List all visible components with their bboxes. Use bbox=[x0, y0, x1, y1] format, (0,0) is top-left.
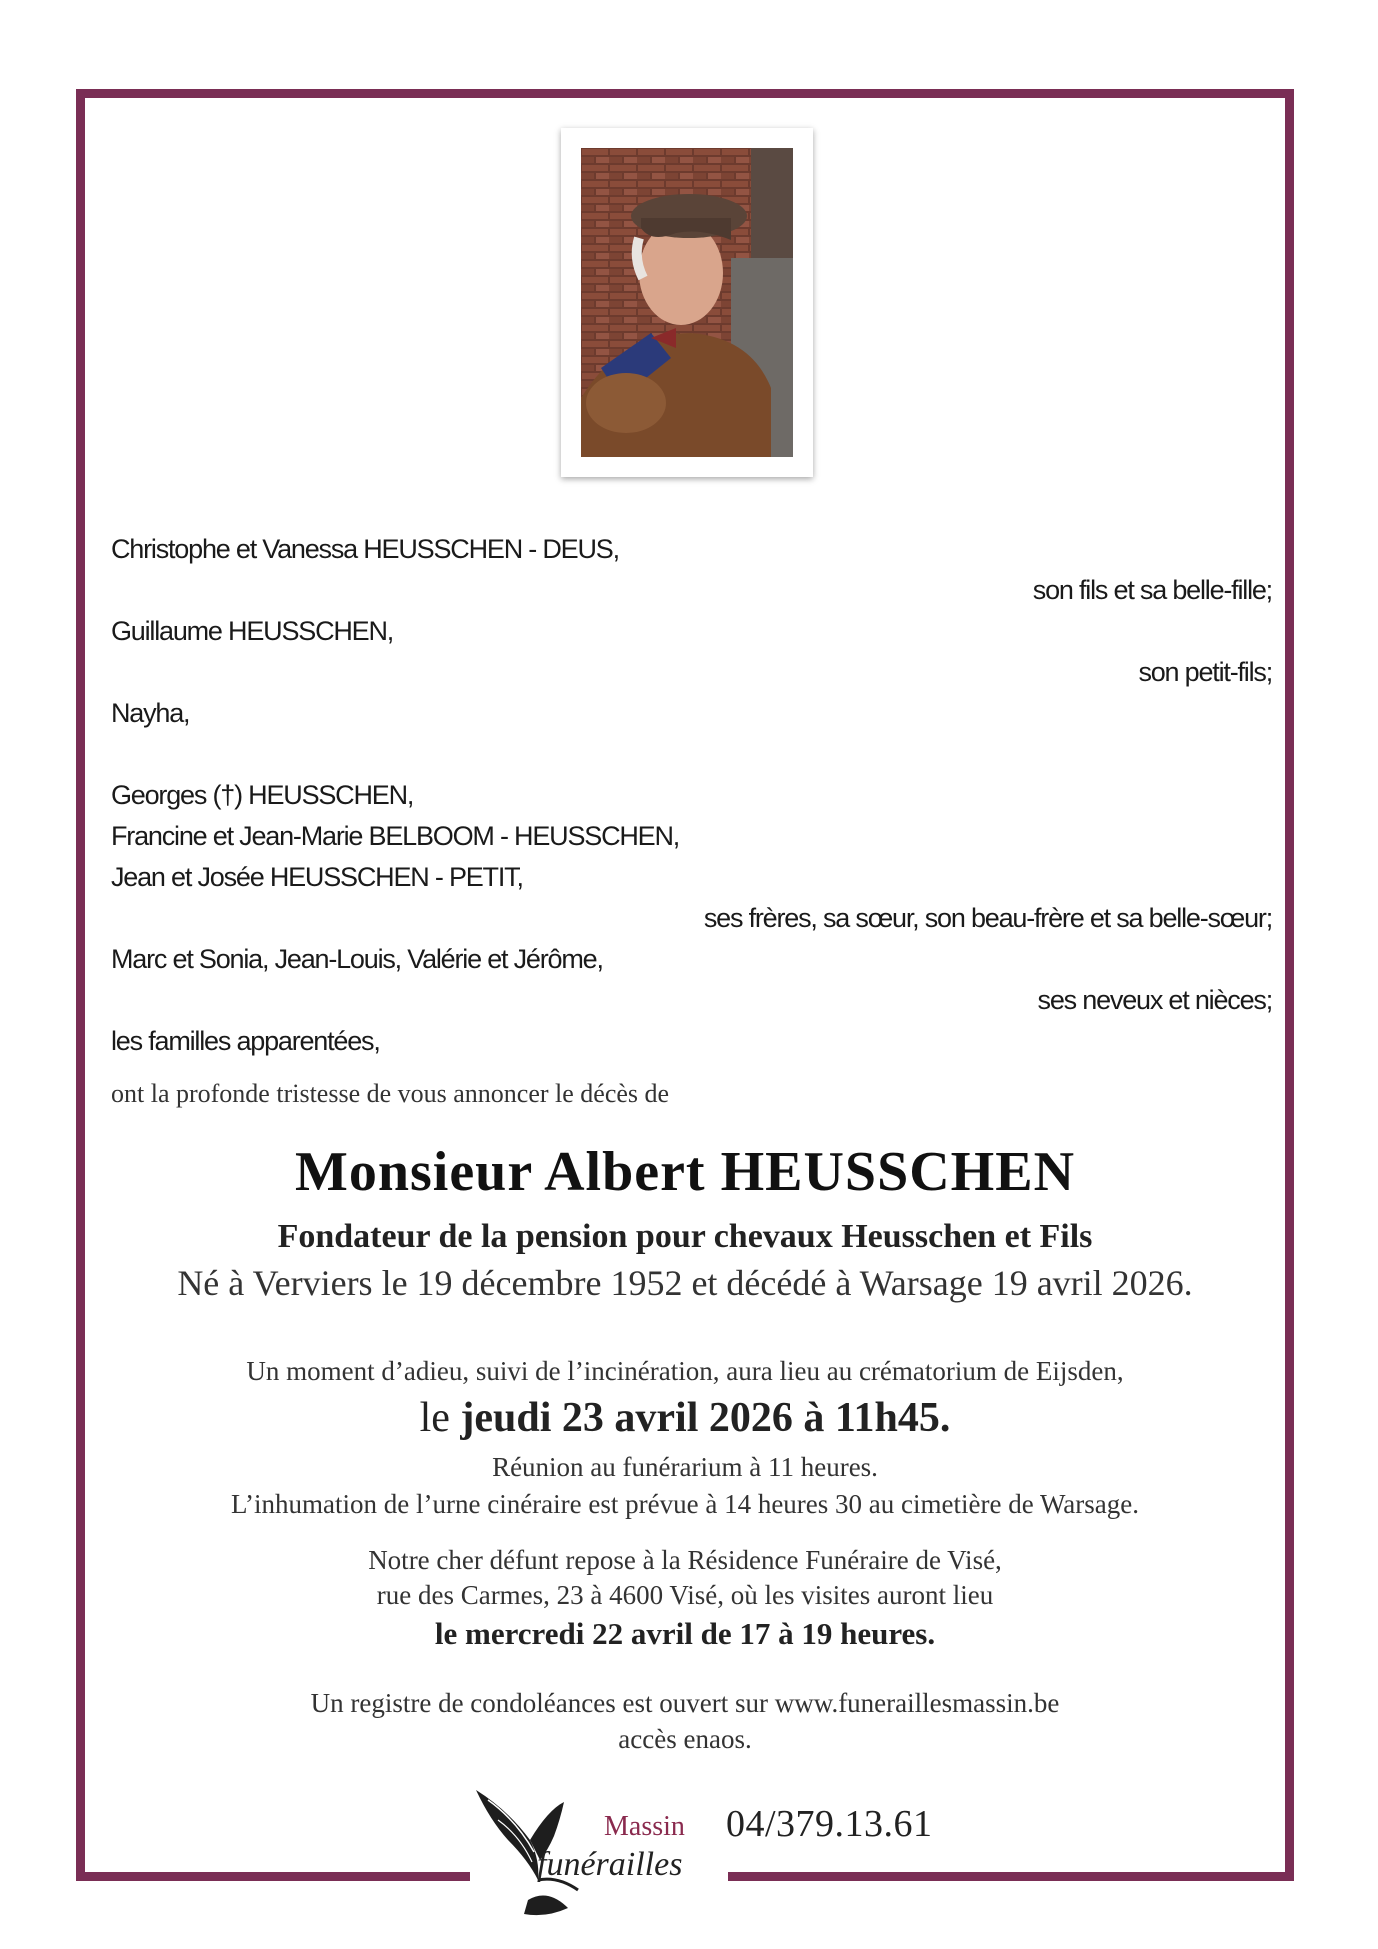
family-line-4: Georges (†) HEUSSCHEN, bbox=[111, 780, 414, 810]
ceremony-intro: Un moment d’adieu, suivi de l’incinération, aura lieu au crématorium de Eijsden, bbox=[246, 1356, 1124, 1386]
inhumation-line: L’inhumation de l’urne cinéraire est prévue à 14 heures 30 au cimetière de Warsage. bbox=[231, 1489, 1139, 1519]
visits-date: le mercredi 22 avril de 17 à 19 heures. bbox=[434, 1616, 936, 1651]
ceremony-date-value: jeudi 23 avril 2026 à 11h45. bbox=[460, 1395, 951, 1441]
family-line-7: Marc et Sonia, Jean-Louis, Valérie et Jérôme, bbox=[111, 944, 603, 974]
condolences-line-2: accès enaos. bbox=[618, 1724, 752, 1754]
phone-number: 04/379.13.61 bbox=[726, 1803, 933, 1845]
condolences-line-1: Un registre de condoléances est ouvert sur www.funeraillesmassin.be bbox=[310, 1688, 1060, 1718]
logo-massin-text: Massin bbox=[604, 1811, 685, 1842]
family-relation-2: son petit-fils; bbox=[1138, 657, 1272, 687]
family-relation-4: ses neveux et nièces; bbox=[1037, 985, 1272, 1015]
family-line-1: Christophe et Vanessa HEUSSCHEN - DEUS, bbox=[111, 534, 619, 564]
family-line-5: Francine et Jean-Marie BELBOOM - HEUSSCHEN, bbox=[111, 821, 680, 851]
family-relation-1: son fils et sa belle-fille; bbox=[1032, 575, 1272, 605]
deceased-title: Fondateur de la pension pour chevaux Heusschen et Fils bbox=[277, 1218, 1093, 1255]
deceased-name: Monsieur Albert HEUSSCHEN bbox=[294, 1141, 1076, 1203]
visits-line-2: rue des Carmes, 23 à 4600 Visé, où les visites auront lieu bbox=[376, 1580, 994, 1610]
visits-line-1: Notre cher défunt repose à la Résidence Funéraire de Visé, bbox=[368, 1545, 1002, 1575]
ceremony-date-prefix: le bbox=[419, 1395, 461, 1441]
logo-funerailles-text: funérailles bbox=[537, 1846, 683, 1883]
family-line-3: Nayha, bbox=[111, 698, 190, 728]
portrait-photo bbox=[561, 128, 813, 477]
family-relation-3: ses frères, sa sœur, son beau-frère et sa belle-sœur; bbox=[703, 903, 1272, 933]
family-line-6: Jean et Josée HEUSSCHEN - PETIT, bbox=[111, 862, 523, 892]
meeting-line: Réunion au funérarium à 11 heures. bbox=[492, 1452, 878, 1482]
announcement-text: ont la profonde tristesse de vous annoncer le décès de bbox=[111, 1079, 670, 1108]
ceremony-date bbox=[76, 1394, 1294, 1442]
birth-death-line: Né à Verviers le 19 décembre 1952 et décédé à Warsage 19 avril 2026. bbox=[177, 1263, 1193, 1303]
family-line-8: les familles apparentées, bbox=[111, 1026, 380, 1056]
family-line-2: Guillaume HEUSSCHEN, bbox=[111, 616, 394, 646]
